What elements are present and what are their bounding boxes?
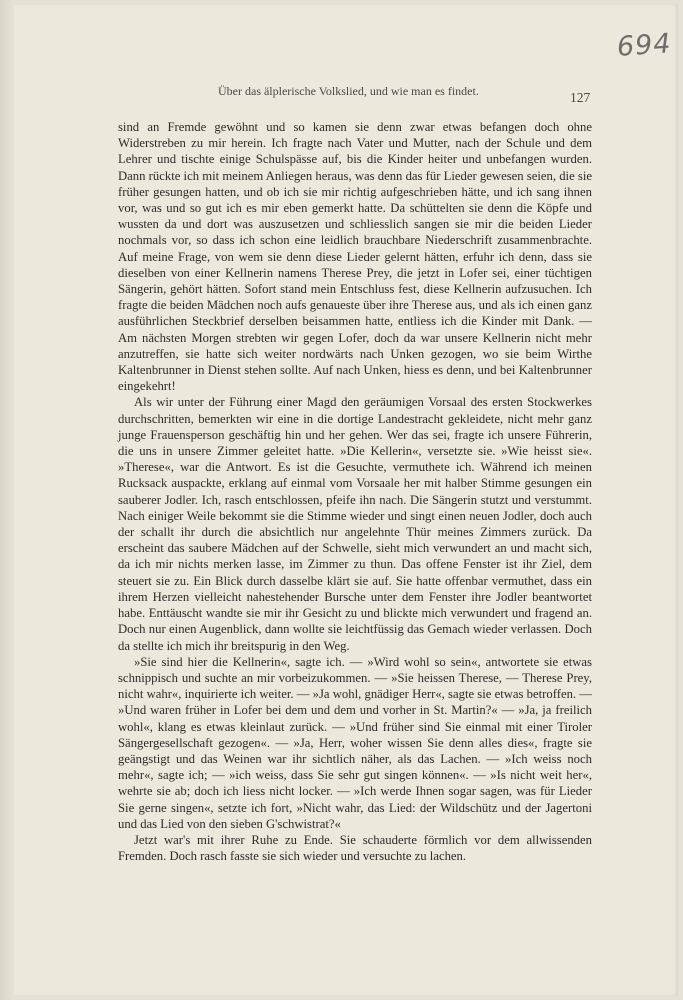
- body-text: [118, 119, 592, 864]
- paragraph-4: Jetzt war's mit ihrer Ruhe zu Ende. Sie schauderte förmlich vor dem allwissenden Fremden. Doch rasch fasste sie sich wieder und versuchte zu lachen.: [118, 832, 592, 864]
- paragraph-1: sind an Fremde gewöhnt und so kamen sie denn zwar etwas befangen doch ohne Widerstreben zu mir herein. Ich fragte nach Vater und Mutter, nach der Schule und dem Lehrer und tischte einige Schulspässe auf, bis die Kinder heiter und unbefangen wurden. Dann rückte ich mit meinem Anliegen heraus, was denn das für Lieder gewesen seien, die sie früher gesungen hatten, und ob ich sie mir richtig aufgeschrieben hätte, und ich sang ihnen vor, was und so gut ich es mir eben gemerkt hatte. Da schüttelten sie denn die Köpfe und wussten da und dort was auszusetzen und schliesslich sangen sie mir die beiden Lieder nochmals vor, so dass ich schon eine leidlich brauchbare Niederschrift zusammenbrachte. Auf meine Frage, von wem sie denn diese Lieder gelernt hätten, erfuhr ich denn, dass sie dieselben von einer Kellnerin namens Therese Prey, die jetzt in Lofer sei, einer tüchtigen Sängerin, gehört hätten. Sofort stand mein Entschluss fest, diese Kellnerin aufzusuchen. Ich fragte die beiden Mädchen noch aufs genaueste über ihre Therese aus, und als ich einen ganz ausführlichen Steckbrief derselben beisammen hatte, entliess ich die Kinder mit Dank. — Am nächsten Morgen strebten wir gegen Lofer, doch da war unsere Kellnerin nicht mehr anzutreffen, sie hatte sich weiter nordwärts nach Unken gezogen, wo sie beim Wirthe Kaltenbrunner in Dienst stehen sollte. Auf nach Unken, hiess es denn, und bei Kaltenbrunner eingekehrt!: [118, 120, 592, 394]
- paragraph-2: Als wir unter der Führung einer Magd den geräumigen Vorsaal des ersten Stockwerkes durchschritten, bemerkten wir eine in die dortige Landestracht gekleidete, nicht mehr ganz junge Frauensperson geschäftig hin und her gehen. Wer das sei, fragte ich unsere Führerin, die uns in unsere Zimmer geleitet hatte. »Die Kellerin«, versetzte sie. »Wie heisst sie«. »Therese«, war die Antwort. Es ist die Gesuchte, vermuthete ich. Während ich meinen Rucksack auspackte, erklang auf einmal vom Vorsaale her mit halber Stimme gesungen ein sauberer Jodler. Ich, rasch entschlossen, pfeife ihn nach. Die Sängerin stutzt und verstummt. Nach einiger Weile bekommt sie die Stimme wieder und singt einen neuen Jodler, doch auch der schallt ihr durch die absichtlich nur angelehnte Thür meines Zimmers zurück. Da erscheint das saubere Mädchen auf der Schwelle, sieht mich verwundert an und macht sich, da ich mir nichts merken lasse, im Zimmer zu thun. Das offene Fenster ist ihr Ziel, dem steuert sie zu. Ein Blick durch dasselbe klärt sie auf. Sie hatte offenbar vermuthet, dass ein ihrem Herzen vielleicht nahestehender Bursche unter dem Fenster ihre Jodler beantwortet habe. Enttäuscht wandte sie mir ihr Gesicht zu und blickte mich verwundert und fragend an. Doch nur einen Augenblick, dann wollte sie leichtfüssig das Gemach wieder verlassen. Doch da stellte ich mich ihr breitspurig in den Weg.: [118, 395, 592, 653]
- book-page: [14, 4, 678, 996]
- paragraph-3: »Sie sind hier die Kellnerin«, sagte ich. — »Wird wohl so sein«, antwortete sie etwas schnippisch und suchte an mir vorbeizukommen. — »Sie heissen Therese, — Therese Prey, nicht wahr«, inquirierte ich weiter. — »Ja wohl, gnädiger Herr«, sagte sie etwas betroffen. — »Und waren früher in Lofer bei dem und dem und vorher in St. Martin?« — »Ja, ja freilich wohl«, klang es etwas kleinlaut zurück. — »Und früher sind Sie einmal mit einer Tiroler Sängergesellschaft gezogen«. — »Ja, Herr, woher wissen Sie denn alles dies«, fragte sie geängstigt und das Weinen war ihr sichtlich näher, als das Lachen. — »Ich weiss noch mehr«, sagte ich; — »ich weiss, dass Sie sehr gut singen können«. — »Is nicht weit her«, wehrte sie ab; doch ich liess nicht locker. — »Ich werde Ihnen sogar sagen, was für Lieder Sie gerne singen«, setzte ich fort, »Nicht wahr, das Lied: der Wildschütz und der Jagertoni und das Lied von den sieben G'schwistrat?«: [118, 654, 592, 831]
- handwritten-folio-number: 694: [615, 28, 673, 63]
- running-header: [14, 84, 678, 104]
- page-edge: [0, 0, 14, 1000]
- page-number: 127: [570, 90, 591, 105]
- running-title: Über das älplerische Volkslied, und wie man es findet.: [218, 84, 479, 98]
